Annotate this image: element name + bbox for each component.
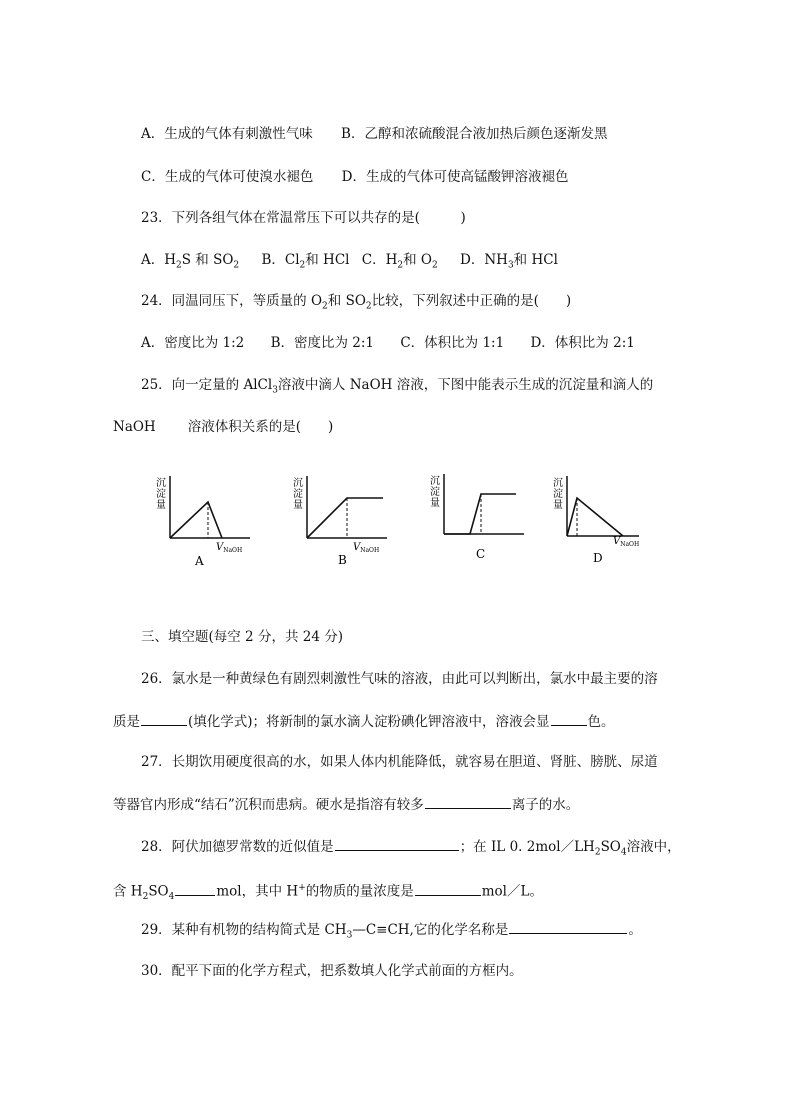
q28-line2: 含 $H_2SO_4$ mol，其中 H+的物质的量浓度是 mol／L。 <box>113 883 543 903</box>
graph-b-ylabel-1: 沉 <box>293 478 303 489</box>
graph-d-ylabel-1: 沉 <box>553 478 563 489</box>
q24-option-d: D．体积比为 2:1 <box>530 335 635 351</box>
q24-options <box>141 334 635 352</box>
q24-option-b: B．密度比为 2:1 <box>270 335 375 351</box>
graph-a-xlabel: $V_{NaOH}$ <box>216 542 243 554</box>
graph-d-xlabel: $V_{NaOH}$ <box>613 536 640 548</box>
graph-d-curve <box>567 498 623 536</box>
q24-option-c: C．体积比为 1:1 <box>400 335 505 351</box>
q28-blank-1[interactable] <box>335 837 459 851</box>
q24-option-a: A．密度比为 1:2 <box>141 335 245 351</box>
graph-b-letter: B <box>338 553 347 567</box>
graph-b <box>287 472 397 570</box>
q22-options-row2 <box>141 168 568 186</box>
graph-d-ylabel-3: 量 <box>553 500 563 511</box>
q23-option-a: A．$H_2S$ 和 $SO_2$ <box>141 252 240 271</box>
q23-option-d: D．$NH_3$和 HCl <box>460 252 558 271</box>
q26-line1: 26．氯水是一种黄绿色有剧烈刺激性气味的溶液，由此可以判断出，氯水中最主要的溶 <box>141 671 658 687</box>
graph-d-ylabel-2: 淀 <box>553 489 563 500</box>
graph-c-letter: C <box>476 547 486 561</box>
graph-a-ylabel-2: 淀 <box>156 489 166 500</box>
q22-option-c: C．生成的气体可使溴水褪色 <box>141 169 314 185</box>
q29-blank[interactable] <box>509 920 627 934</box>
graph-c-ylabel-1: 沉 <box>430 476 440 487</box>
graph-d-letter: D <box>593 551 603 565</box>
q29-line: 29．某种有机物的结构简式是 $CH_3—C\equiv CH$,它的化学名称是 。 <box>141 922 642 941</box>
graph-b-ylabel-2: 淀 <box>293 489 303 500</box>
q22-option-a: A．生成的气体有刺激性气味 <box>141 126 313 142</box>
q26-blank-1[interactable] <box>141 712 187 726</box>
graph-c-curve <box>444 494 516 534</box>
q23-option-b: B．$Cl_2$和 HCl <box>261 252 350 271</box>
graph-c-ylabel-2: 淀 <box>430 487 440 498</box>
graph-d <box>547 472 657 570</box>
q23-options <box>141 251 558 275</box>
q24-stem: 24．同温同压下，等质量的 $O_2$和 $SO_2$比较，下列叙述中正确的是( ) <box>141 293 572 312</box>
q27-line2: 等器官内形成“结石”沉积而患病。硬水是指溶有较多 离子的水。 <box>113 797 580 813</box>
graph-b-ylabel-3: 量 <box>293 500 303 511</box>
q25-stem-line2: NaOH 溶液体积关系的是( ) <box>113 419 334 435</box>
q22-options-row1 <box>141 125 607 143</box>
graph-c-ylabel-3: 量 <box>430 498 440 509</box>
q27-blank[interactable] <box>425 795 511 809</box>
q22-option-d: D．生成的气体可使高锰酸钾溶液褪色 <box>341 169 569 185</box>
q26-blank-2[interactable] <box>551 712 587 726</box>
graph-a <box>150 472 260 570</box>
graph-b-xlabel: $V_{NaOH}$ <box>353 542 380 554</box>
q23-stem: 23．下列各组气体在常温常压下可以共存的是( ) <box>141 210 466 226</box>
q23-option-c: C．$H_2$和 $O_2$ <box>361 252 438 271</box>
q28-line1: 28．阿伏加德罗常数的近似值是 ；在 IL 0. $2mol/LH_2SO_4$溶液中， <box>141 839 681 858</box>
q28-blank-3[interactable] <box>415 882 481 896</box>
graph-a-curve <box>170 502 222 538</box>
graph-a-ylabel-3: 量 <box>156 500 166 511</box>
graph-a-ylabel-1: 沉 <box>156 478 166 489</box>
q26-line2: 质是 (填化学式)；将新制的氯水滴人淀粉碘化钾溶液中，溶液会显 色。 <box>113 714 615 730</box>
q27-line1: 27．长期饮用硬度很高的水，如果人体内机能降低，就容易在胆道、肾脏、膀胱、尿道 <box>141 754 658 770</box>
graph-b-curve <box>307 498 383 538</box>
graph-a-letter: A <box>195 554 204 568</box>
q30-line: 30．配平下面的化学方程式，把系数填人化学式前面的方框内。 <box>141 963 523 979</box>
q25-stem: 25．向一定量的 AlCl$_3$溶液中滴人 NaOH 溶液，下图中能表示生成的沉淀量和滴人的 <box>141 377 654 396</box>
section3-title: 三、填空题(每空 2 分，共 24 分) <box>141 629 343 645</box>
graph-c <box>424 470 534 568</box>
q22-option-b: B．乙醇和浓硫酸混合液加热后颜色逐渐发黑 <box>341 126 608 142</box>
q28-blank-2[interactable] <box>175 882 215 896</box>
